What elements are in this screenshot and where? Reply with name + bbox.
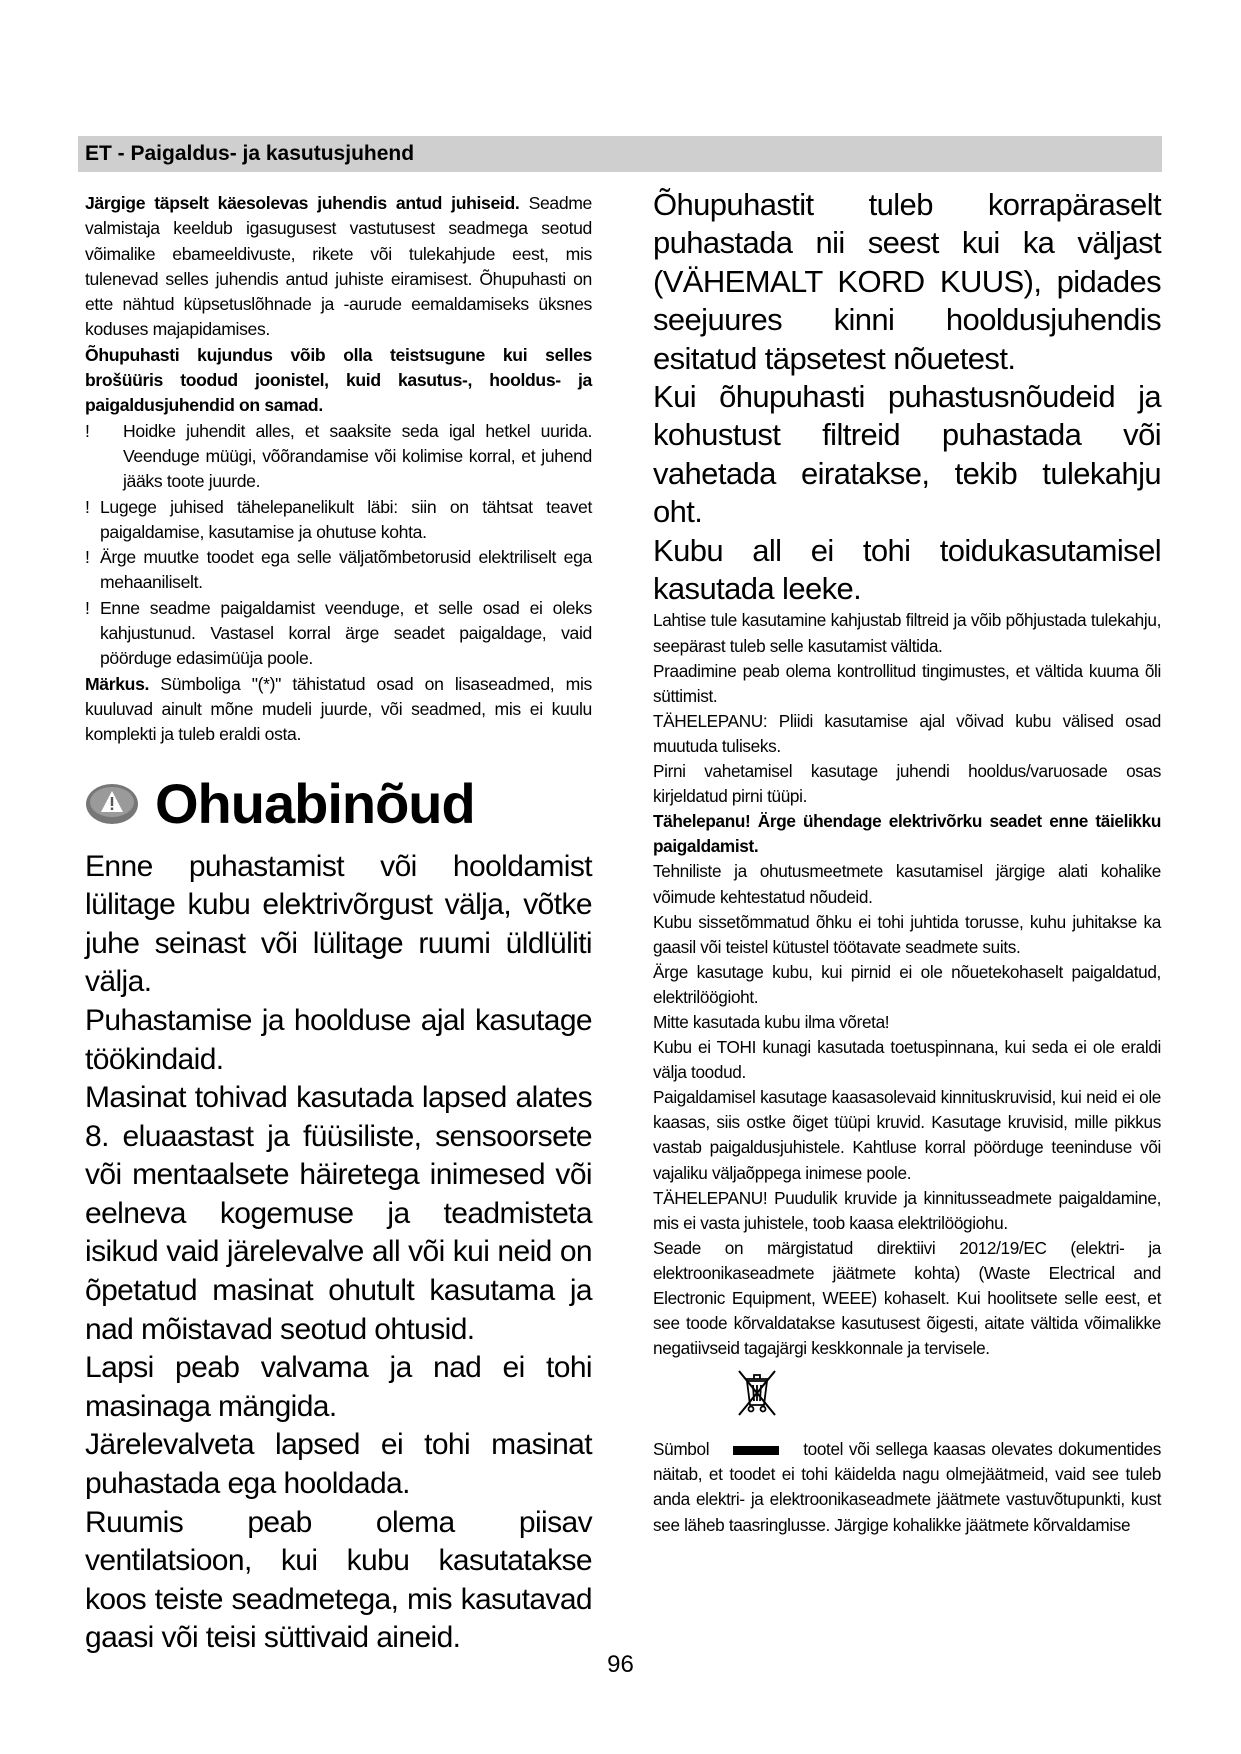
- bullet-text: Lugege juhised tähelepanelikult läbi: siin on tähtsat teavet paigaldamise, kasutamise ja ohutuse kohta.: [100, 496, 592, 542]
- body-paragraph: Kubu sissetõmmatud õhku ei tohi juhtida torusse, kuhu juhitakse ka gaasil või teistel kütustel töötavate seadmete suits.: [653, 911, 1161, 957]
- bullet-mark: !: [85, 597, 90, 618]
- note-text: Sümboliga "(*)" tähistatud osad on lisaseadmed, mis kuuluvad ainult mõne mudeli juurde, või seadmed, mis ei kuulu komplekti ja tuleb eraldi osta.: [85, 673, 592, 745]
- intro-paragraph: [85, 191, 592, 343]
- bullet-text: Ärge muutke toodet ega selle väljatõmbetorusid elektriliselt ega mehaaniliselt.: [100, 547, 592, 593]
- bullet-mark: !: [85, 547, 90, 568]
- bullet-item: [85, 495, 592, 546]
- body-paragraph: Kubu ei TOHI kunagi kasutada toetuspinnana, kui seda ei ole eraldi välja toodud.: [653, 1037, 1161, 1083]
- warning-icon: [85, 782, 139, 826]
- note-paragraph: [85, 672, 592, 748]
- bullet-item: [85, 419, 592, 495]
- intro-text: Seadme valmistaja keeldub igasugusest vastutusest seadmega seotud võimalike ebameeldivuste, rikete või tulekahjude eest, mis tulenevad selles juhendis antud juhiste eiramisest. Õhupuhasti on ette nähtud küpsetuslõhnade ja -aurude eemaldamiseks üksnes koduses majapidamises.: [85, 193, 592, 340]
- body-paragraph: Paigaldamisel kasutage kaasasolevaid kinnituskruvisid, kui neid ei ole kaasas, siis ostke õiget tüüpi kruvid. Kasutage kruvisid, mille pikkus vastab paigaldusjuhistele. Kahtluse korral pöörduge teeninduse või vajaliku väljaõppega inimese poole.: [653, 1087, 1161, 1183]
- body-paragraph: Tehniliste ja ohutusmeetmete kasutamisel järgige alati kohalike võimude kehtestatud nõudeid.: [653, 861, 1161, 907]
- design-note: Õhupuhasti kujundus võib olla teistsugune kui selles brošüüris toodud joonistel, kuid kasutus-, hooldus- ja paigaldusjuhendid on samad.: [85, 344, 592, 416]
- black-bar-icon: [733, 1446, 779, 1455]
- intro-bold: Järgige täpselt käesolevas juhendis antud juhiseid.: [85, 193, 520, 213]
- fire-risk-paragraph: Kui õhupuhasti puhastusnõudeid ja kohustust filtreid puhastada või vahetada eiratakse, tekib tulekahju oht.: [653, 379, 1161, 530]
- symbol-word: Sümbol: [653, 1439, 710, 1460]
- bullet-mark: !: [85, 496, 90, 517]
- bullet-mark: !: [85, 420, 90, 441]
- bullet-text: Enne seadme paigaldamist veenduge, et selle osad ei oleks kahjustunud. Vastasel korral ärge seadet paigaldage, vaid pöörduge edasimüüja poole.: [100, 597, 592, 669]
- header-title: ET - Paigaldus- ja kasutusjuhend: [85, 142, 415, 165]
- safety-paragraph: Enne puhastamist või hooldamist lülitage kubu elektrivõrgust välja, võtke juhe seinast või lülitage ruumi üldlüliti välja.: [85, 849, 592, 999]
- body-paragraph-bold: Tähelepanu! Ärge ühendage elektrivõrku seadet enne täielikku paigaldamist.: [653, 811, 1161, 857]
- bullet-item: [85, 596, 592, 672]
- cleaning-paragraph: Õhupuhastit tuleb korrapäraselt puhastada nii seest kui ka väljast (VÄHEMALT KORD KUUS), pidades seejuures kinni hooldusjuhendis esitatud täpsetest nõuetest.: [653, 187, 1161, 376]
- body-paragraph: Praadimine peab olema kontrollitud tingimustes, et vältida kuuma õli süttimist.: [653, 660, 1161, 706]
- crossed-out-bin-icon: [735, 1367, 779, 1419]
- safety-paragraph: Puhastamise ja hoolduse ajal kasutage töökindaid.: [85, 1003, 592, 1076]
- safety-paragraph: Masinat tohivad kasutada lapsed alates 8. eluaastast ja füüsiliste, sensoorsete või mentaalsete häiretega inimesed või eelneva kogemuse ja teadmisteta isikud vaid järelevalve all või kui neid on õpetatud masinat ohutult kasutama ja nad mõistavad seotud ohtusid.: [85, 1081, 592, 1346]
- safety-paragraph: Lapsi peab valvama ja nad ei tohi masinaga mängida.: [85, 1351, 592, 1423]
- body-paragraph: Pirni vahetamisel kasutage juhendi hooldus/varuosade osas kirjeldatud pirni tüüpi.: [653, 761, 1161, 807]
- safety-paragraph: Järelevalveta lapsed ei tohi masinat puhastada ega hooldada.: [85, 1428, 592, 1501]
- symbol-text: tootel või sellega kaasas olevates dokumentides näitab, et toodet ei tohi käidelda nagu olmejäätmeid, vaid see tuleb anda elektri- ja elektroonikaseadmete jäätmete vastuvõtupunkti, kust see läheb taasringlusse. Järgige kohalikke jäätmete kõrvaldamise: [653, 1439, 1161, 1535]
- right-column: [653, 186, 1161, 1538]
- safety-paragraph: Ruumis peab olema piisav ventilatsioon, kui kubu kasutatakse koos teiste seadmetega, mis kasutavad gaasi või teisi süttivaid aineid.: [85, 1505, 592, 1655]
- note-label: Märkus.: [85, 673, 150, 694]
- section-title: Ohuabinõud: [155, 771, 475, 835]
- symbol-paragraph: [653, 1437, 1161, 1537]
- page-number: 96: [607, 1651, 634, 1678]
- weee-symbol-area: [653, 1363, 1161, 1437]
- body-paragraph: TÄHELEPANU: Pliidi kasutamise ajal võivad kubu välised osad muutuda tuliseks.: [653, 710, 1161, 756]
- left-column: [85, 191, 592, 1658]
- body-paragraph: Ärge kasutage kubu, kui pirnid ei ole nõuetekohaselt paigaldatud, elektrilöögioht.: [653, 961, 1161, 1007]
- body-paragraph: Seade on märgistatud direktiivi 2012/19/EC (elektri- ja elektroonikaseadmete jäätmete kohta) (Waste Electrical and Electronic Equipment, WEEE) kohaselt. Kui hoolitsete selle eest, et see toode kõrvaldatakse kasutusest õigesti, aitate vältida võimalikke negatiivseid tagajärgi keskkonnale ja tervisele.: [653, 1237, 1161, 1359]
- bullet-text: Hoidke juhendit alles, et saaksite seda igal hetkel uurida. Veenduge müügi, võõrandamise või kolimise korral, et juhend jääks toote juurde.: [123, 420, 592, 492]
- bullet-item: [85, 545, 592, 596]
- body-paragraph: Mitte kasutada kubu ilma võreta!: [653, 1011, 890, 1032]
- document-header: [78, 136, 1162, 172]
- flame-paragraph: Kubu all ei tohi toidukasutamisel kasutada leeke.: [653, 532, 1161, 607]
- section-heading: [85, 772, 592, 836]
- body-paragraph: TÄHELEPANU! Puudulik kruvide ja kinnitusseadmete paigaldamine, mis ei vasta juhistele, toob kaasa elektrilöögiohu.: [653, 1187, 1161, 1233]
- body-paragraph: Lahtise tule kasutamine kahjustab filtreid ja võib põhjustada tulekahju, seepärast tuleb selle kasutamist vältida.: [653, 610, 1161, 656]
